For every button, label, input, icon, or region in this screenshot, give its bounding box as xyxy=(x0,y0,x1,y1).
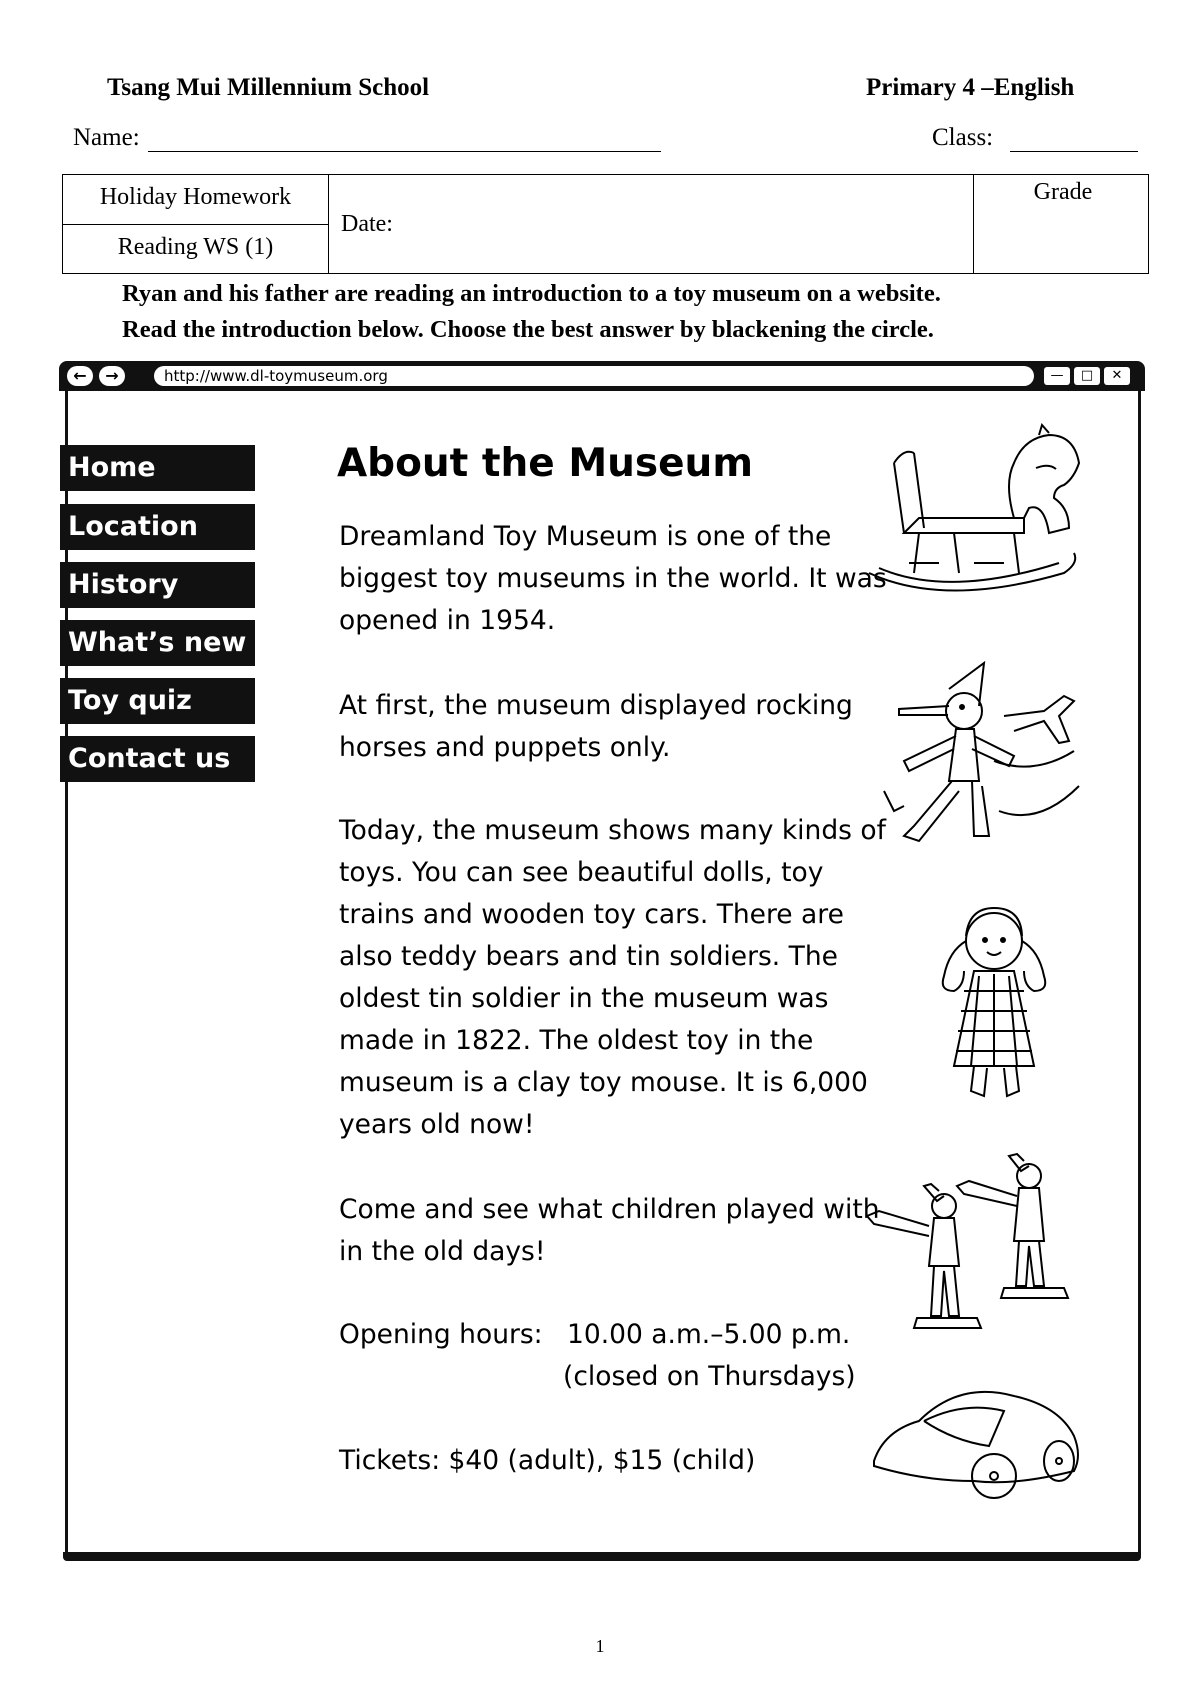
closed-day-note: (closed on Thursdays) xyxy=(563,1361,856,1392)
info-table xyxy=(62,174,1149,274)
grade-label: Grade xyxy=(1033,179,1093,205)
sidebar-item-whats-new[interactable]: What’s new xyxy=(60,620,255,666)
sidebar-item-history[interactable]: History xyxy=(60,562,255,608)
page-number: 1 xyxy=(595,1636,605,1656)
instruction-line: Ryan and his father are reading an introduction to a toy museum on a website. xyxy=(122,280,941,307)
class-field-line[interactable] xyxy=(1010,151,1138,152)
sidebar-item-home[interactable]: Home xyxy=(60,445,255,491)
class-label: Class: xyxy=(932,124,994,151)
paragraph: Come and see what children played with in the old days! xyxy=(339,1194,880,1267)
school-name: Tsang Mui Millennium School xyxy=(107,74,430,101)
address-bar[interactable]: http://www.dl-toymuseum.org xyxy=(154,366,1034,386)
toy-car-illustration xyxy=(864,1376,1089,1516)
sidebar-item-contact-us[interactable]: Contact us xyxy=(60,736,255,782)
maximize-icon[interactable]: □ xyxy=(1074,367,1100,385)
name-field-line[interactable] xyxy=(148,151,661,152)
worksheet-cell: Reading WS (1) xyxy=(117,234,274,260)
ticket-prices: Tickets: $40 (adult), $15 (child) xyxy=(339,1445,756,1476)
rocking-horse-illustration xyxy=(864,423,1094,613)
paragraph: At first, the museum displayed rocking horses and puppets only. xyxy=(339,690,853,763)
browser-window xyxy=(59,361,1145,1564)
close-icon[interactable]: ✕ xyxy=(1104,367,1130,385)
table-divider xyxy=(328,175,329,273)
page-title: About the Museum xyxy=(337,441,753,486)
doll-illustration xyxy=(909,896,1079,1106)
minimize-icon[interactable]: — xyxy=(1044,367,1070,385)
name-label: Name: xyxy=(73,124,140,151)
sidebar-item-toy-quiz[interactable]: Toy quiz xyxy=(60,678,255,724)
browser-bottom-edge xyxy=(63,1552,1141,1561)
holiday-homework-cell: Holiday Homework xyxy=(63,175,328,225)
puppet-illustration xyxy=(864,661,1094,861)
tin-soldiers-illustration xyxy=(859,1146,1089,1346)
arrow-right-icon[interactable]: → xyxy=(99,366,125,386)
date-label: Date: xyxy=(341,211,393,237)
paragraph: Today, the museum shows many kinds of toys. You can see beautiful dolls, toy trains and wooden toy cars. There are also teddy bears and tin soldiers. The oldest tin soldier in the museum was made in 1822. The oldest toy in the museum is a clay toy mouse. It is 6,000 years old now! xyxy=(339,815,886,1140)
opening-hours-time: 10.00 a.m.–5.00 p.m. xyxy=(567,1319,851,1350)
opening-hours-label: Opening hours: xyxy=(339,1319,543,1350)
browser-titlebar xyxy=(59,361,1145,391)
arrow-left-icon[interactable]: ← xyxy=(67,366,93,386)
sidebar-item-location[interactable]: Location xyxy=(60,504,255,550)
paragraph: Dreamland Toy Museum is one of the biggest toy museums in the world. It was opened in 1954. xyxy=(339,521,887,636)
table-divider xyxy=(973,175,974,273)
subject-label: Primary 4 –English xyxy=(866,74,1075,101)
instruction-line: Read the introduction below. Choose the best answer by blackening the circle. xyxy=(122,316,934,343)
